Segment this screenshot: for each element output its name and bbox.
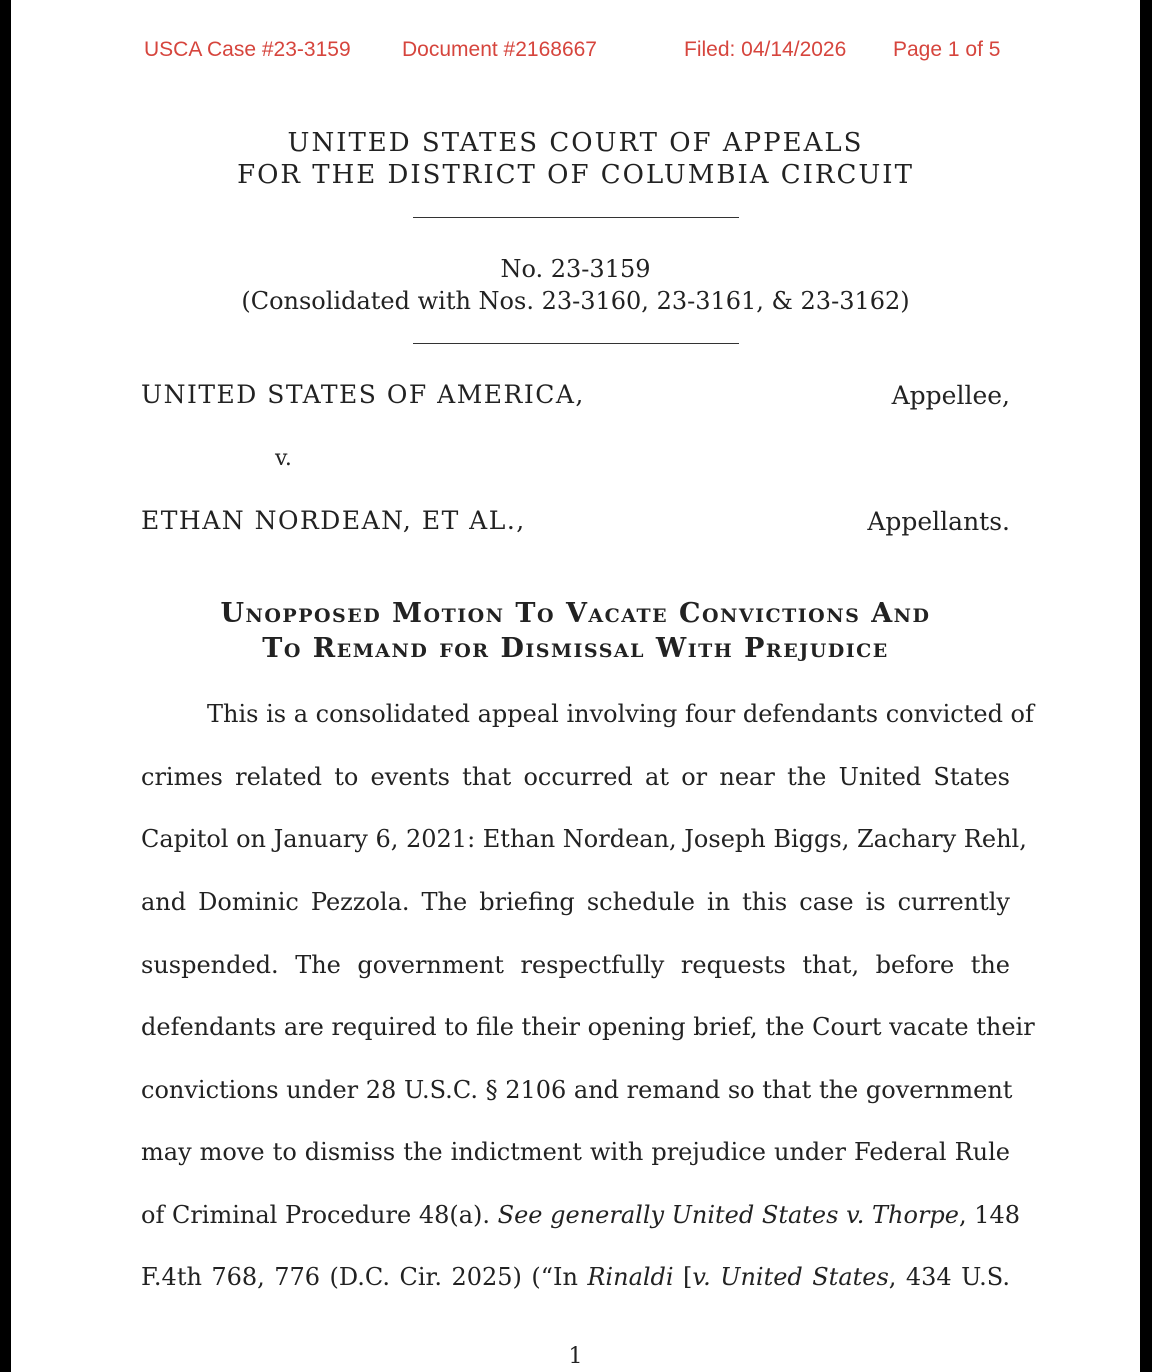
defendant-name: ETHAN NORDEAN, ET AL., bbox=[141, 506, 526, 535]
body-line-citation bbox=[141, 1201, 1021, 1229]
body-text: , 434 U.S. bbox=[888, 1263, 1011, 1291]
court-name-line-1: UNITED STATES COURT OF APPEALS bbox=[287, 128, 864, 158]
case-citation: v. United States bbox=[692, 1263, 889, 1291]
header-filed-date: Filed: 04/14/2026 bbox=[684, 38, 847, 61]
body-line-citation bbox=[141, 1263, 1010, 1291]
header-document-number: Document #2168667 bbox=[402, 38, 597, 61]
page-number: 1 bbox=[568, 1344, 583, 1369]
plaintiff-role: Appellee, bbox=[891, 381, 1010, 410]
case-citation: See generally United States v. Thorpe bbox=[497, 1201, 959, 1229]
body-text: F.4th 768, 776 (D.C. Cir. 2025) (“In bbox=[141, 1263, 588, 1291]
divider bbox=[413, 343, 739, 344]
document-page bbox=[11, 0, 1140, 1372]
header-case-number: USCA Case #23-3159 bbox=[144, 38, 351, 61]
body-text: [ bbox=[673, 1263, 693, 1291]
defendant-role: Appellants. bbox=[867, 507, 1010, 536]
body-line: defendants are required to file their opening brief, the Court vacate their bbox=[141, 1013, 1035, 1041]
body-line: This is a consolidated appeal involving four defendants convicted of bbox=[207, 700, 1034, 728]
body-line: crimes related to events that occurred at or near the United States bbox=[141, 763, 1010, 791]
body-line: suspended. The government respectfully requests that, before the bbox=[141, 951, 1010, 979]
motion-title-line-2: To Remand for Dismissal With Prejudice bbox=[262, 633, 889, 664]
divider bbox=[413, 217, 739, 218]
consolidated-cases: (Consolidated with Nos. 23-3160, 23-3161, & 23-3162) bbox=[241, 287, 910, 315]
body-text: of Criminal Procedure 48(a). bbox=[141, 1201, 498, 1229]
plaintiff-name: UNITED STATES OF AMERICA, bbox=[141, 380, 585, 409]
body-line: convictions under 28 U.S.C. § 2106 and remand so that the government bbox=[141, 1076, 1013, 1104]
court-name-line-2: FOR THE DISTRICT OF COLUMBIA CIRCUIT bbox=[237, 160, 914, 190]
body-line: and Dominic Pezzola. The briefing schedule in this case is currently bbox=[141, 888, 1010, 916]
versus: v. bbox=[275, 446, 292, 471]
body-line: may move to dismiss the indictment with prejudice under Federal Rule bbox=[141, 1138, 1010, 1166]
header-page-count: Page 1 of 5 bbox=[893, 38, 1001, 61]
case-citation: Rinaldi bbox=[587, 1263, 674, 1291]
motion-title-line-1: Unopposed Motion To Vacate Convictions And bbox=[220, 598, 931, 629]
body-text: , 148 bbox=[959, 1201, 1021, 1229]
body-line: Capitol on January 6, 2021: Ethan Nordean, Joseph Biggs, Zachary Rehl, bbox=[141, 825, 1027, 853]
case-number: No. 23-3159 bbox=[500, 255, 651, 283]
